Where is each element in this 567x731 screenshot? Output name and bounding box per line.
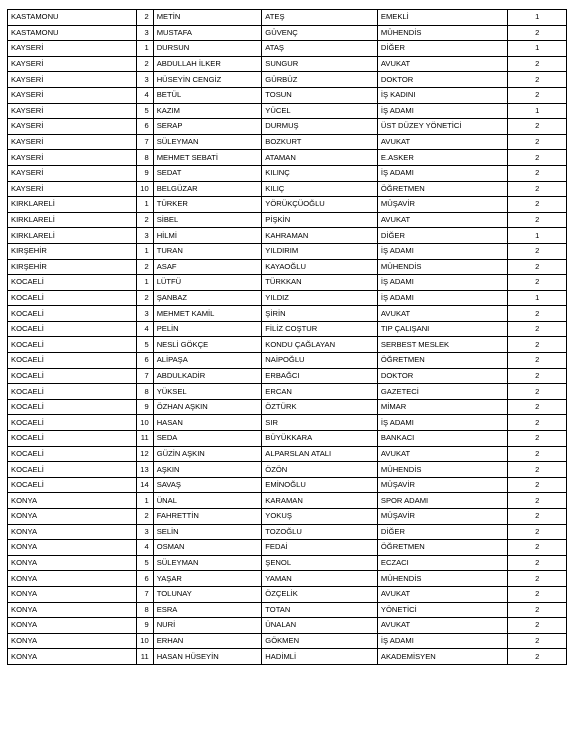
surname-cell: ERCAN [262,384,378,400]
province-cell: KOCAELİ [8,399,137,415]
surname-cell: YOKUŞ [262,509,378,525]
gender-code-cell: 2 [508,586,567,602]
gender-code-cell: 2 [508,72,567,88]
profession-cell: MİMAR [377,399,508,415]
profession-cell: AVUKAT [377,446,508,462]
table-row [8,150,567,166]
gender-code-cell: 2 [508,415,567,431]
surname-cell: ŞENOL [262,555,378,571]
first-name-cell: ŞANBAZ [153,290,262,306]
surname-cell: TOZOĞLU [262,524,378,540]
profession-cell: TIP ÇALIŞANI [377,321,508,337]
table-row [8,493,567,509]
province-cell: KONYA [8,571,137,587]
profession-cell: DİĞER [377,41,508,57]
table-row [8,56,567,72]
gender-code-cell: 2 [508,150,567,166]
profession-cell: DOKTOR [377,72,508,88]
province-cell: KOCAELİ [8,321,137,337]
gender-code-cell: 2 [508,493,567,509]
profession-cell: İŞ ADAMI [377,290,508,306]
profession-cell: GAZETECİ [377,384,508,400]
order-cell: 6 [137,119,153,135]
first-name-cell: ASAF [153,259,262,275]
table-row [8,306,567,322]
gender-code-cell: 2 [508,384,567,400]
table-row [8,197,567,213]
table-row [8,415,567,431]
province-cell: KOCAELİ [8,462,137,478]
first-name-cell: KAZIM [153,103,262,119]
surname-cell: KILINÇ [262,165,378,181]
order-cell: 2 [137,10,153,26]
first-name-cell: LÜTFÜ [153,275,262,291]
province-cell: KONYA [8,524,137,540]
profession-cell: BANKACI [377,431,508,447]
table-row [8,228,567,244]
candidate-table-body [8,10,567,665]
province-cell: KOCAELİ [8,275,137,291]
first-name-cell: HÜSEYİN CENGİZ [153,72,262,88]
profession-cell: İŞ ADAMI [377,633,508,649]
province-cell: KONYA [8,509,137,525]
surname-cell: GÜVENÇ [262,25,378,41]
province-cell: KOCAELİ [8,337,137,353]
profession-cell: AKADEMİSYEN [377,649,508,665]
surname-cell: FİLİZ COŞTUR [262,321,378,337]
first-name-cell: TURAN [153,243,262,259]
table-row [8,337,567,353]
first-name-cell: YAŞAR [153,571,262,587]
first-name-cell: SELİN [153,524,262,540]
profession-cell: İŞ ADAMI [377,415,508,431]
gender-code-cell: 1 [508,290,567,306]
first-name-cell: ESRA [153,602,262,618]
order-cell: 3 [137,228,153,244]
province-cell: KONYA [8,586,137,602]
table-row [8,602,567,618]
profession-cell: DOKTOR [377,368,508,384]
order-cell: 5 [137,555,153,571]
gender-code-cell: 2 [508,633,567,649]
order-cell: 2 [137,509,153,525]
first-name-cell: PELİN [153,321,262,337]
table-row [8,509,567,525]
province-cell: KAYSERİ [8,150,137,166]
first-name-cell: YÜKSEL [153,384,262,400]
table-row [8,165,567,181]
profession-cell: SPOR ADAMI [377,493,508,509]
table-row [8,586,567,602]
profession-cell: AVUKAT [377,212,508,228]
table-row [8,353,567,369]
first-name-cell: SÜLEYMAN [153,555,262,571]
profession-cell: MÜŞAVİR [377,509,508,525]
surname-cell: BOZKURT [262,134,378,150]
table-row [8,618,567,634]
order-cell: 9 [137,618,153,634]
table-row [8,87,567,103]
order-cell: 10 [137,633,153,649]
gender-code-cell: 2 [508,524,567,540]
first-name-cell: SERAP [153,119,262,135]
order-cell: 10 [137,181,153,197]
province-cell: KIRKLARELİ [8,228,137,244]
order-cell: 1 [137,243,153,259]
profession-cell: MÜŞAVİR [377,477,508,493]
order-cell: 4 [137,321,153,337]
order-cell: 9 [137,399,153,415]
table-row [8,72,567,88]
surname-cell: ERBAĞCI [262,368,378,384]
order-cell: 1 [137,197,153,213]
profession-cell: YÖNETİCİ [377,602,508,618]
province-cell: KONYA [8,602,137,618]
order-cell: 7 [137,134,153,150]
table-row [8,462,567,478]
order-cell: 8 [137,150,153,166]
gender-code-cell: 2 [508,368,567,384]
gender-code-cell: 2 [508,618,567,634]
table-row [8,181,567,197]
gender-code-cell: 2 [508,337,567,353]
table-row [8,477,567,493]
first-name-cell: BELGÜZAR [153,181,262,197]
province-cell: KOCAELİ [8,306,137,322]
table-row [8,446,567,462]
table-row [8,212,567,228]
first-name-cell: SEDA [153,431,262,447]
first-name-cell: SEDAT [153,165,262,181]
profession-cell: DİĞER [377,228,508,244]
order-cell: 12 [137,446,153,462]
profession-cell: MÜHENDİS [377,25,508,41]
gender-code-cell: 2 [508,321,567,337]
table-row [8,431,567,447]
province-cell: KOCAELİ [8,415,137,431]
surname-cell: ATAŞ [262,41,378,57]
first-name-cell: SÜLEYMAN [153,134,262,150]
surname-cell: YILDIZ [262,290,378,306]
first-name-cell: OSMAN [153,540,262,556]
province-cell: KIRŞEHİR [8,259,137,275]
surname-cell: YÜCEL [262,103,378,119]
order-cell: 2 [137,290,153,306]
candidate-table [7,9,567,665]
order-cell: 11 [137,431,153,447]
surname-cell: NAİPOĞLU [262,353,378,369]
province-cell: KAYSERİ [8,119,137,135]
order-cell: 3 [137,25,153,41]
first-name-cell: ABDULKADİR [153,368,262,384]
order-cell: 6 [137,353,153,369]
surname-cell: KARAMAN [262,493,378,509]
profession-cell: İŞ ADAMI [377,275,508,291]
surname-cell: YÖRÜKÇÜOĞLU [262,197,378,213]
province-cell: KAYSERİ [8,165,137,181]
gender-code-cell: 1 [508,10,567,26]
table-row [8,243,567,259]
province-cell: KIRKLARELİ [8,197,137,213]
first-name-cell: HASAN HÜSEYİN [153,649,262,665]
table-row [8,384,567,400]
order-cell: 1 [137,275,153,291]
gender-code-cell: 1 [508,228,567,244]
first-name-cell: MEHMET KAMİL [153,306,262,322]
order-cell: 4 [137,87,153,103]
order-cell: 9 [137,165,153,181]
gender-code-cell: 2 [508,477,567,493]
profession-cell: İŞ KADINI [377,87,508,103]
first-name-cell: TÜRKER [153,197,262,213]
province-cell: KONYA [8,555,137,571]
order-cell: 2 [137,56,153,72]
gender-code-cell: 2 [508,25,567,41]
surname-cell: TOTAN [262,602,378,618]
first-name-cell: HASAN [153,415,262,431]
gender-code-cell: 2 [508,134,567,150]
province-cell: KONYA [8,493,137,509]
profession-cell: ÖĞRETMEN [377,181,508,197]
gender-code-cell: 2 [508,165,567,181]
province-cell: KAYSERİ [8,41,137,57]
surname-cell: YILDIRIM [262,243,378,259]
gender-code-cell: 2 [508,571,567,587]
profession-cell: İŞ ADAMI [377,165,508,181]
gender-code-cell: 2 [508,87,567,103]
surname-cell: HADİMLİ [262,649,378,665]
gender-code-cell: 2 [508,181,567,197]
first-name-cell: NURİ [153,618,262,634]
gender-code-cell: 2 [508,555,567,571]
table-row [8,103,567,119]
order-cell: 5 [137,337,153,353]
province-cell: KASTAMONU [8,10,137,26]
surname-cell: GÜRBÜZ [262,72,378,88]
surname-cell: KILIÇ [262,181,378,197]
table-row [8,540,567,556]
table-row [8,290,567,306]
surname-cell: ÖZÇELİK [262,586,378,602]
gender-code-cell: 2 [508,649,567,665]
order-cell: 3 [137,306,153,322]
first-name-cell: DURSUN [153,41,262,57]
gender-code-cell: 2 [508,306,567,322]
province-cell: KAYSERİ [8,72,137,88]
order-cell: 13 [137,462,153,478]
profession-cell: SERBEST MESLEK [377,337,508,353]
gender-code-cell: 2 [508,259,567,275]
surname-cell: PİŞKİN [262,212,378,228]
gender-code-cell: 2 [508,243,567,259]
order-cell: 11 [137,649,153,665]
table-row [8,368,567,384]
first-name-cell: BETÜL [153,87,262,103]
surname-cell: BÜYÜKKARA [262,431,378,447]
surname-cell: KAYAOĞLU [262,259,378,275]
province-cell: KOCAELİ [8,446,137,462]
gender-code-cell: 2 [508,197,567,213]
surname-cell: SIR [262,415,378,431]
first-name-cell: MUSTAFA [153,25,262,41]
order-cell: 14 [137,477,153,493]
province-cell: KONYA [8,540,137,556]
province-cell: KOCAELİ [8,477,137,493]
province-cell: KASTAMONU [8,25,137,41]
profession-cell: İŞ ADAMI [377,243,508,259]
province-cell: KIRKLARELİ [8,212,137,228]
gender-code-cell: 2 [508,509,567,525]
table-row [8,25,567,41]
first-name-cell: ALİPAŞA [153,353,262,369]
order-cell: 8 [137,384,153,400]
province-cell: KOCAELİ [8,384,137,400]
province-cell: KIRŞEHİR [8,243,137,259]
gender-code-cell: 2 [508,462,567,478]
table-row [8,633,567,649]
gender-code-cell: 1 [508,41,567,57]
first-name-cell: METİN [153,10,262,26]
first-name-cell: SİBEL [153,212,262,228]
province-cell: KOCAELİ [8,368,137,384]
order-cell: 4 [137,540,153,556]
table-row [8,134,567,150]
order-cell: 2 [137,259,153,275]
surname-cell: ALPARSLAN ATALI [262,446,378,462]
surname-cell: ŞİRİN [262,306,378,322]
surname-cell: TÜRKKAN [262,275,378,291]
first-name-cell: NESLİ GÖKÇE [153,337,262,353]
gender-code-cell: 2 [508,56,567,72]
order-cell: 10 [137,415,153,431]
profession-cell: ÜST DÜZEY YÖNETİCİ [377,119,508,135]
surname-cell: KAHRAMAN [262,228,378,244]
first-name-cell: AŞKIN [153,462,262,478]
table-row [8,649,567,665]
first-name-cell: ÜNAL [153,493,262,509]
order-cell: 7 [137,368,153,384]
first-name-cell: ERHAN [153,633,262,649]
profession-cell: AVUKAT [377,586,508,602]
profession-cell: AVUKAT [377,56,508,72]
profession-cell: İŞ ADAMI [377,103,508,119]
table-row [8,275,567,291]
province-cell: KAYSERİ [8,56,137,72]
order-cell: 1 [137,41,153,57]
profession-cell: AVUKAT [377,306,508,322]
province-cell: KONYA [8,649,137,665]
first-name-cell: GÜZİN AŞKIN [153,446,262,462]
first-name-cell: ABDULLAH İLKER [153,56,262,72]
surname-cell: ÜNALAN [262,618,378,634]
gender-code-cell: 1 [508,103,567,119]
surname-cell: EMİNOĞLU [262,477,378,493]
order-cell: 5 [137,103,153,119]
order-cell: 7 [137,586,153,602]
order-cell: 3 [137,524,153,540]
profession-cell: MÜŞAVİR [377,197,508,213]
surname-cell: DURMUŞ [262,119,378,135]
table-row [8,321,567,337]
province-cell: KOCAELİ [8,353,137,369]
surname-cell: KONDU ÇAĞLAYAN [262,337,378,353]
table-row [8,524,567,540]
table-row [8,119,567,135]
order-cell: 6 [137,571,153,587]
surname-cell: TOSUN [262,87,378,103]
table-row [8,41,567,57]
gender-code-cell: 2 [508,275,567,291]
profession-cell: E.ASKER [377,150,508,166]
profession-cell: ÖĞRETMEN [377,540,508,556]
province-cell: KAYSERİ [8,181,137,197]
table-row [8,555,567,571]
province-cell: KAYSERİ [8,87,137,103]
gender-code-cell: 2 [508,540,567,556]
province-cell: KAYSERİ [8,103,137,119]
surname-cell: ÖZÖN [262,462,378,478]
first-name-cell: HİLMİ [153,228,262,244]
profession-cell: AVUKAT [377,134,508,150]
profession-cell: MÜHENDİS [377,462,508,478]
profession-cell: DİĞER [377,524,508,540]
order-cell: 8 [137,602,153,618]
surname-cell: YAMAN [262,571,378,587]
gender-code-cell: 2 [508,602,567,618]
profession-cell: ECZACI [377,555,508,571]
first-name-cell: TOLUNAY [153,586,262,602]
table-row [8,399,567,415]
province-cell: KOCAELİ [8,290,137,306]
gender-code-cell: 2 [508,119,567,135]
surname-cell: SUNGUR [262,56,378,72]
province-cell: KOCAELİ [8,431,137,447]
surname-cell: GÖKMEN [262,633,378,649]
gender-code-cell: 2 [508,431,567,447]
surname-cell: FEDAİ [262,540,378,556]
first-name-cell: SAVAŞ [153,477,262,493]
province-cell: KAYSERİ [8,134,137,150]
surname-cell: ÖZTÜRK [262,399,378,415]
first-name-cell: ÖZHAN AŞKIN [153,399,262,415]
order-cell: 1 [137,493,153,509]
profession-cell: MÜHENDİS [377,571,508,587]
gender-code-cell: 2 [508,446,567,462]
profession-cell: EMEKLİ [377,10,508,26]
gender-code-cell: 2 [508,399,567,415]
table-row [8,10,567,26]
surname-cell: ATEŞ [262,10,378,26]
profession-cell: ÖĞRETMEN [377,353,508,369]
gender-code-cell: 2 [508,353,567,369]
profession-cell: AVUKAT [377,618,508,634]
surname-cell: ATAMAN [262,150,378,166]
table-row [8,259,567,275]
order-cell: 2 [137,212,153,228]
profession-cell: MÜHENDİS [377,259,508,275]
order-cell: 3 [137,72,153,88]
province-cell: KONYA [8,633,137,649]
province-cell: KONYA [8,618,137,634]
first-name-cell: FAHRETTİN [153,509,262,525]
table-row [8,571,567,587]
gender-code-cell: 2 [508,212,567,228]
first-name-cell: MEHMET SEBATİ [153,150,262,166]
